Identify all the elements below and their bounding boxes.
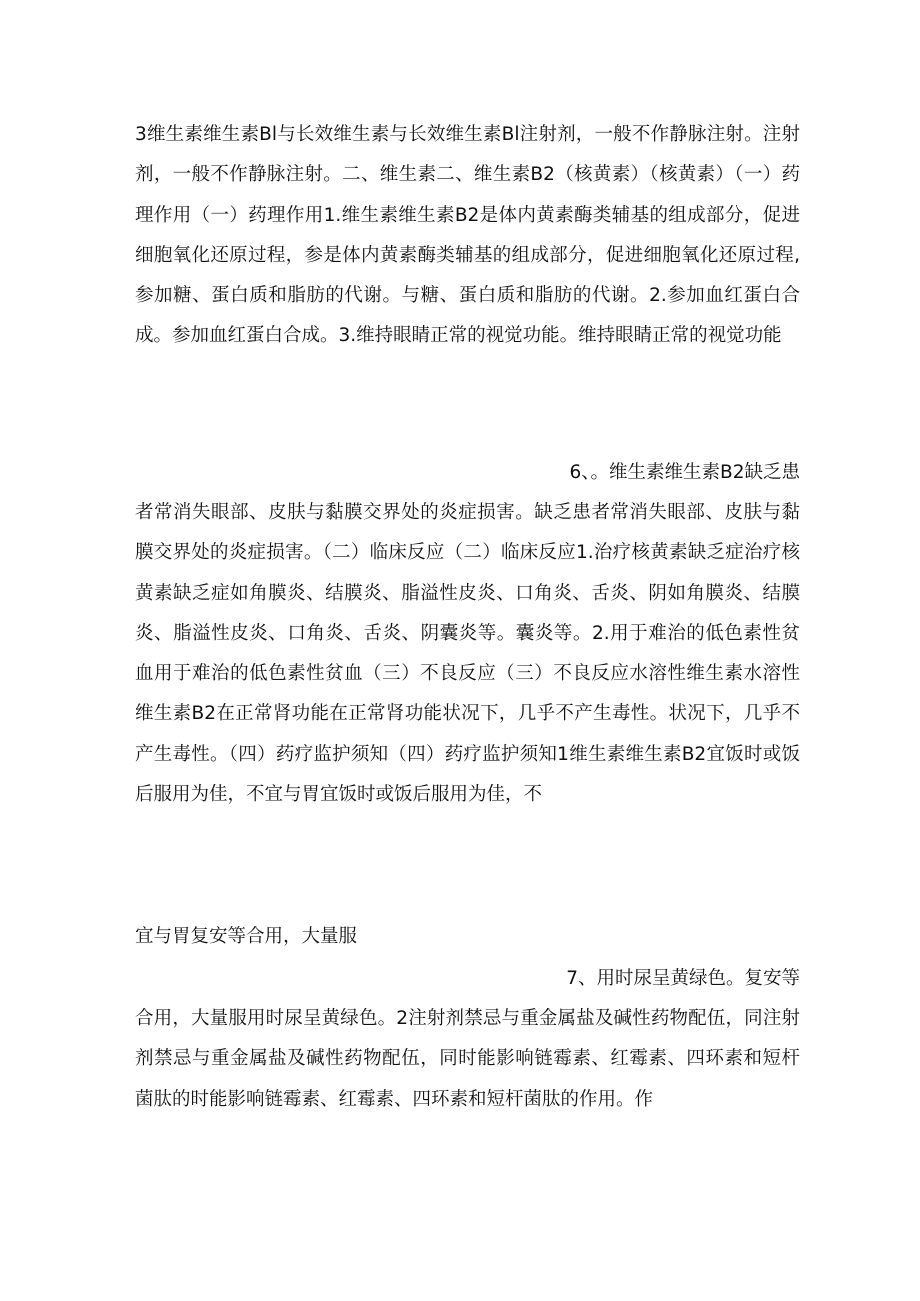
paragraph-vitamin-b1-b2-pharmacology: 3维生素维生素Bl与长效维生素与长效维生素Bl注射剂，一般不作静脉注射。注射剂，一般不作静脉注射。二、维生素二、维生素B2（核黄素）（核黄素）（一）药理作用（一）药理作用1.维生素维生素B2是体内黄素酶类辅基的组成部分，促进细胞氧化还原过程，参是体内黄素酶类辅基的组成部分，促进细胞氧化还原过程,参加糖、蛋白质和脂肪的代谢。与糖、蛋白质和脂肪的代谢。2.参加血红蛋白合成。参加血红蛋白合成。3.维持眼睛正常的视觉功能。维持眼睛正常的视觉功能 — [135, 124, 800, 347]
paragraph-injection-contraindications: 合用，大量服用时尿呈黄绿色。2注射剂禁忌与重金属盐及碱性药物配伍，同注射剂禁忌与重金属盐及碱性药物配伍，同时能影响链霉素、红霉素、四环素和短杆菌肽的时能影响链霉素、红霉素、四环素和短杆菌肽的作用。作 — [135, 1008, 800, 1110]
paragraph-b2-deficiency-clinical: 者常消失眼部、皮肤与黏膜交界处的炎症损害。缺乏患者常消失眼部、皮肤与黏膜交界处的炎症损害。（二）临床反应（二）临床反应1.治疗核黄素缺乏症治疗核黄素缺乏症如角膜炎、结膜炎、脂溢性皮炎、口角炎、舌炎、阴如角膜炎、结膜炎、脂溢性皮炎、口角炎、舌炎、阴囊炎等。囊炎等。2.用于难治的低色素性贫血用于难治的低色素性贫血（三）不良反应（三）不良反应水溶性维生素水溶性维生素B2在正常肾功能在正常肾功能状况下，几乎不产生毒性。状况下，几乎不产生毒性。（四）药疗监护须知（四）药疗监护须知1维生素维生素B2宜饭时或饭后服用为佳，不宜与胃宜饭时或饭后服用为佳，不 — [135, 502, 800, 806]
section-6-heading-line: 6、。维生素维生素B2缺乏患 — [569, 462, 800, 483]
tight-continuation-line: 宜与胃复安等合用，大量服 — [135, 926, 358, 947]
section-7-heading-line: 7、用时尿呈黄绿色。复安等 — [566, 968, 800, 989]
